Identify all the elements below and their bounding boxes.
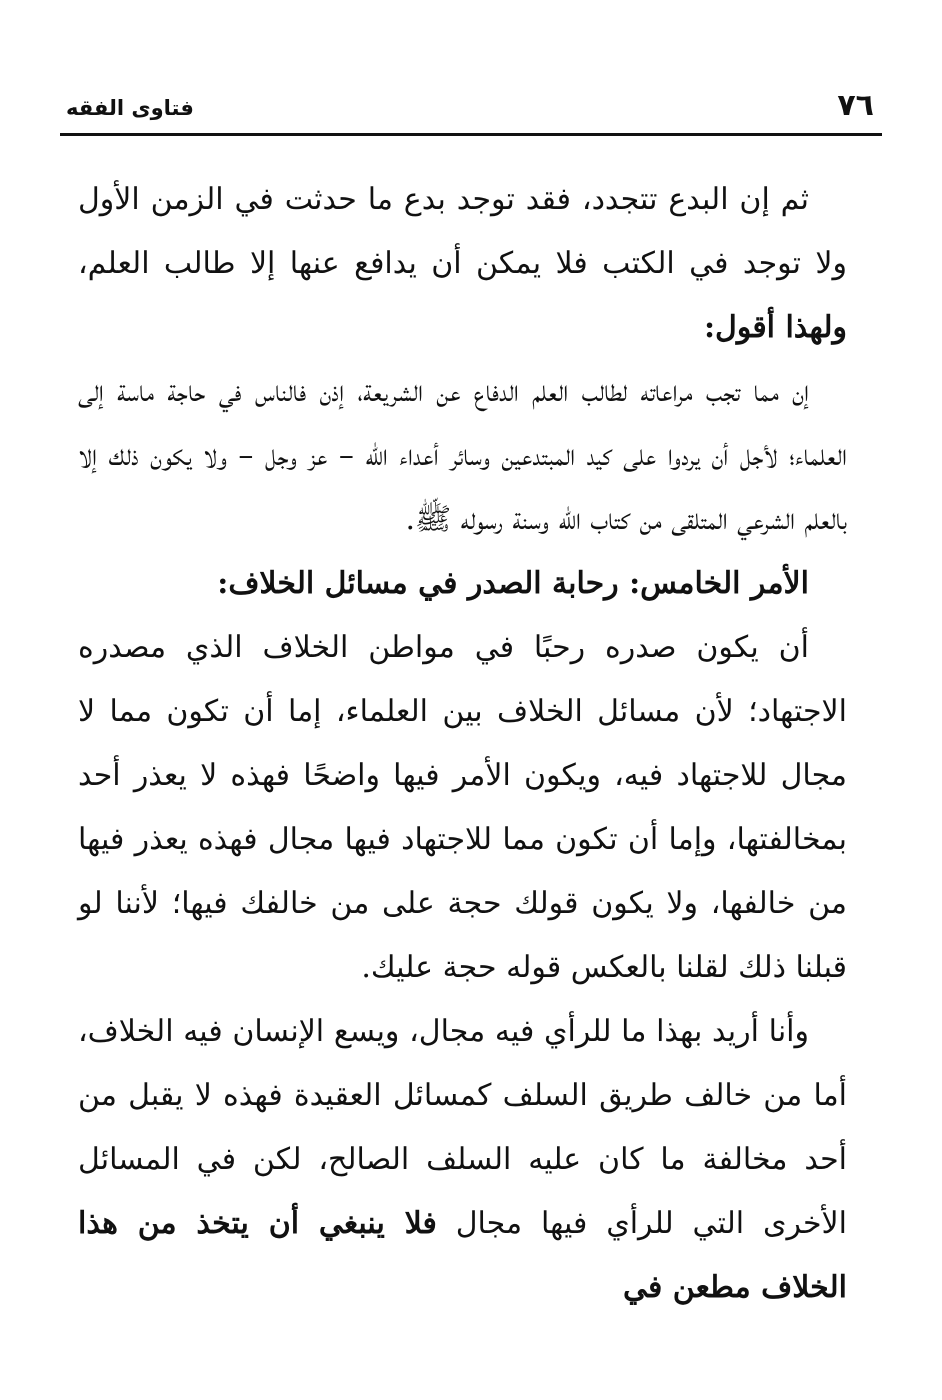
section-heading xyxy=(78,552,847,616)
running-title: فتاوى الفقه xyxy=(66,96,194,120)
paragraph-opinion xyxy=(78,1000,847,1320)
paragraph-innovations xyxy=(78,168,847,360)
paragraph-text-bold: ولهذا أقول: xyxy=(703,310,847,345)
paragraph-text: إن مما تجب مراعاته لطالب العلم الدفاع عن الشريعة، إذن فالناس في حاجة ماسة إلى العلماء؛ لأجل أن يردوا على كيد المبتدعين وسائر أعداء الله – عز وجل – ولا يكون ذلك إلا بالعلم الشرعي المتلقى من كتاب الله وسنة رسوله ﷺ. xyxy=(78,374,847,537)
paragraph-disagreement xyxy=(78,616,847,1000)
page-header xyxy=(60,88,882,132)
paragraph-text: ثم إن البدع تتجدد، فقد توجد بدع ما حدثت في الزمن الأول ولا توجد في الكتب فلا يمكن أن يدافع عنها إلا طالب العلم، xyxy=(78,182,847,281)
heading-text: الأمر الخامس: رحابة الصدر في مسائل الخلاف: xyxy=(217,566,809,601)
page-body xyxy=(78,168,847,1320)
paragraph-defending-sharia xyxy=(78,360,847,552)
page-number: ٧٦ xyxy=(837,88,874,123)
header-divider xyxy=(60,133,882,136)
paragraph-text: أن يكون صدره رحبًا في مواطن الخلاف الذي مصدره الاجتهاد؛ لأن مسائل الخلاف بين العلماء، إما أن تكون مما لا مجال للاجتهاد فيه، ويكون الأمر فيها واضحًا فهذه لا يعذر أحد بمخالفتها، وإما أن تكون مما للاجتهاد فيها مجال فهذه يعذر فيها من خالفها، ولا يكون قولك حجة على من خالفك فيها؛ لأننا لو قبلنا ذلك لقلنا بالعكس قوله حجة عليك. xyxy=(78,630,847,985)
paragraph-text: وأنا أريد بهذا ما للرأي فيه مجال، ويسع الإنسان فيه الخلاف، أما من خالف طريق السلف كمسائل العقيدة فهذه لا يقبل من أحد مخالفة ما كان عليه السلف الصالح، لكن في المسائل الأخرى التي للرأي فيها مجال xyxy=(78,1014,847,1241)
paragraph-text-bold: فلا ينبغي أن يتخذ من هذا الخلاف مطعن في xyxy=(78,1206,847,1305)
